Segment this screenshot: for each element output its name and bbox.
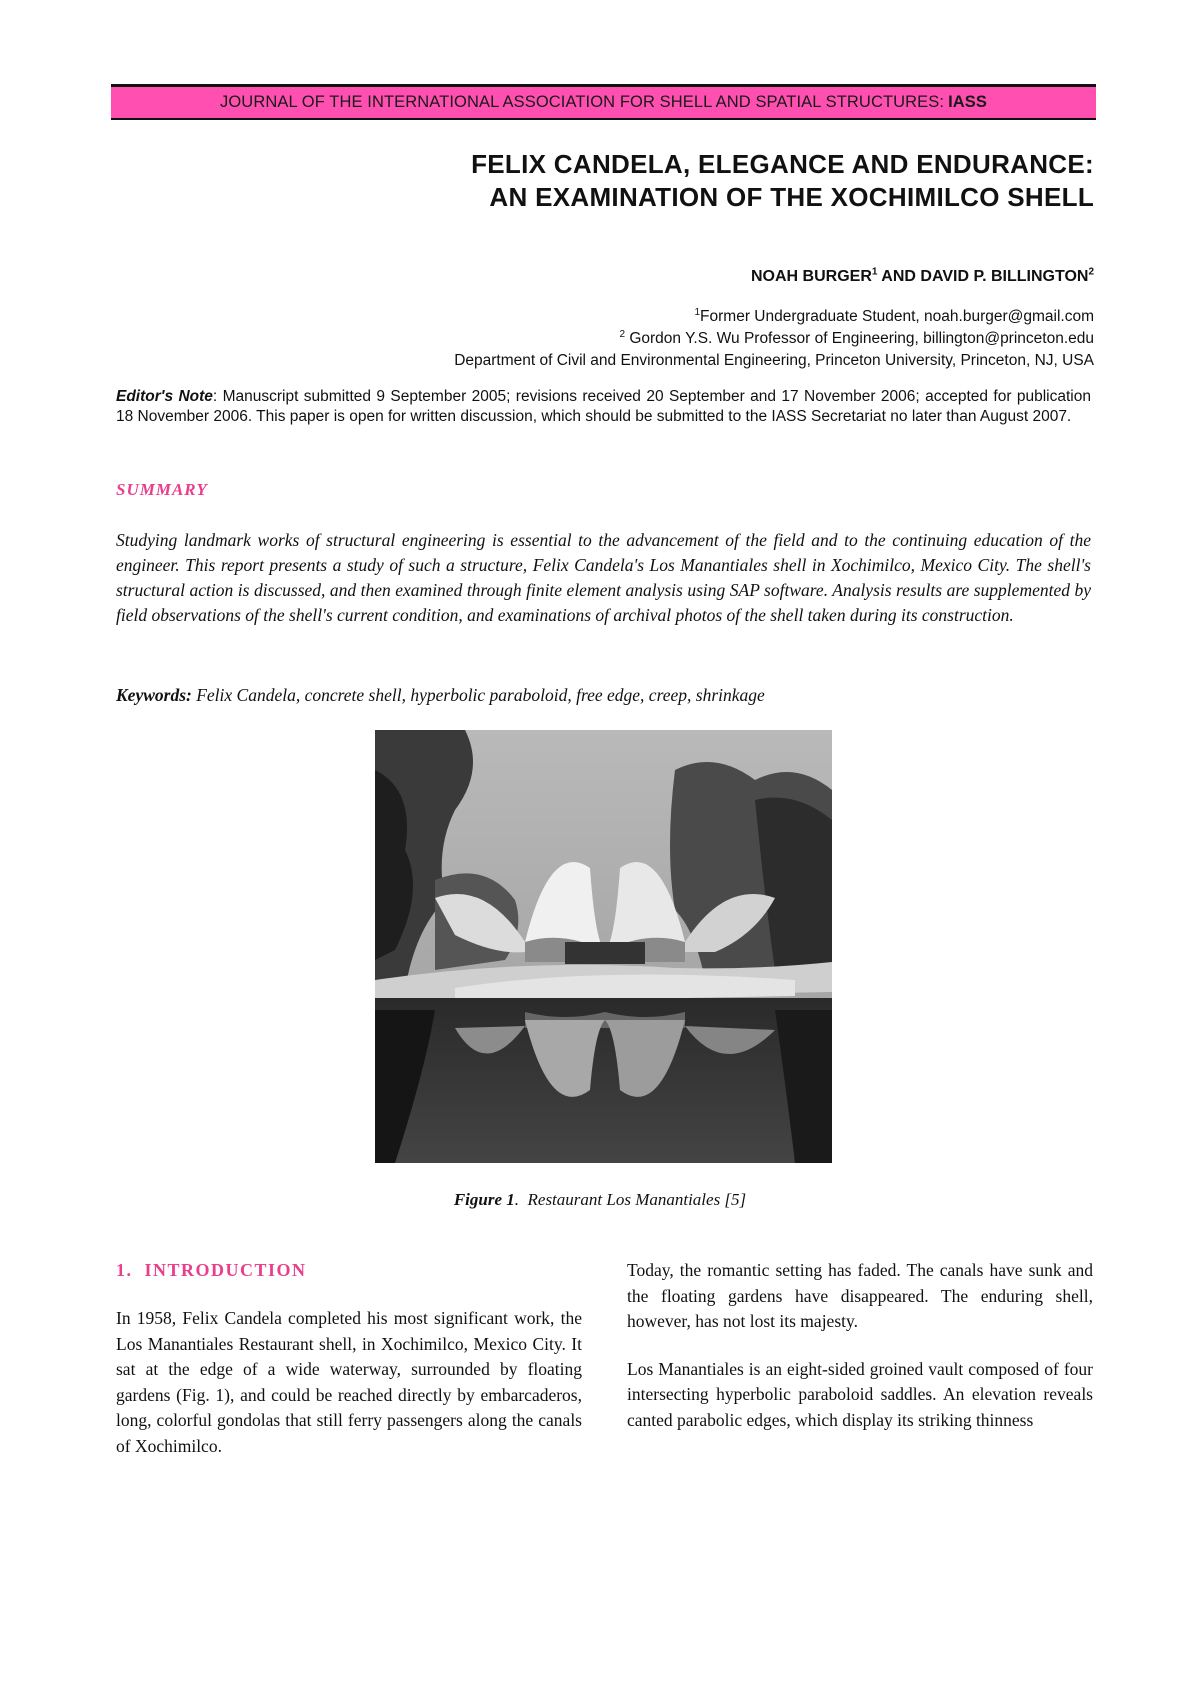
authors bbox=[751, 268, 1094, 286]
journal-banner-abbrev: IASS bbox=[948, 93, 987, 111]
affiliations bbox=[454, 306, 1094, 372]
column-right bbox=[627, 1258, 1093, 1455]
restaurant-photo-image bbox=[375, 730, 832, 1163]
author-joiner: AND bbox=[877, 268, 921, 285]
affiliation-1-text: Former Undergraduate Student, noah.burger@gmail.com bbox=[700, 308, 1094, 325]
figure-caption bbox=[0, 1190, 1200, 1210]
affiliation-department: Department of Civil and Environmental Engineering, Princeton University, Princeton, NJ, USA bbox=[454, 352, 1094, 369]
column-left bbox=[116, 1306, 582, 1481]
author-1: NOAH BURGER bbox=[751, 268, 872, 285]
author-2-mark: 2 bbox=[1088, 266, 1094, 278]
author-1-mark: 1 bbox=[871, 266, 878, 278]
journal-banner bbox=[111, 84, 1096, 120]
keywords-label: Keywords: bbox=[116, 685, 192, 705]
editors-note bbox=[116, 387, 1091, 427]
paper-title-line2: AN EXAMINATION OF THE XOCHIMILCO SHELL bbox=[489, 182, 1094, 212]
affiliation-2 bbox=[454, 328, 1094, 350]
journal-banner-text: JOURNAL OF THE INTERNATIONAL ASSOCIATION FOR SHELL AND SPATIAL STRUCTURES: bbox=[220, 93, 945, 111]
keywords-text: Felix Candela, concrete shell, hyperbolic paraboloid, free edge, creep, shrinkage bbox=[191, 685, 765, 705]
affiliation-1-mark: 1 bbox=[694, 306, 701, 318]
introduction-heading: 1. INTRODUCTION bbox=[116, 1260, 307, 1280]
affiliation-2-mark: 2 bbox=[619, 328, 626, 340]
paper-title bbox=[471, 148, 1094, 214]
author-2: DAVID P. BILLINGTON bbox=[920, 268, 1089, 285]
summary-heading: SUMMARY bbox=[116, 480, 208, 499]
restaurant-photo bbox=[375, 730, 832, 1163]
affiliation-1 bbox=[454, 306, 1094, 328]
editors-note-label: Editor's Note bbox=[116, 388, 213, 405]
introduction-paragraph-1: In 1958, Felix Candela completed his most significant work, the Los Manantiales Restaurant shell, in Xochimilco, Mexico City. It sat at the edge of a wide waterway, surrounded by floating gardens (Fig. 1), and could be reached directly by embarcaderos, long, colorful gondolas that still ferry passengers along the canals of Xochimilco. bbox=[116, 1308, 582, 1456]
editors-note-text: : Manuscript submitted 9 September 2005; revisions received 20 September and 17 November 2006; accepted for publication 18 November 2006. This paper is open for written discussion, which should be submitted to the IASS Secretariat no later than August 2007. bbox=[116, 388, 1091, 425]
introduction-paragraph-2: Today, the romantic setting has faded. The canals have sunk and the floating gardens have disappeared. The enduring shell, however, has not lost its majesty. bbox=[627, 1260, 1093, 1331]
figure-label: Figure 1 bbox=[453, 1190, 515, 1209]
figure-text: . Restaurant Los Manantiales [5] bbox=[514, 1190, 747, 1209]
paper-title-line1: FELIX CANDELA, ELEGANCE AND ENDURANCE: bbox=[471, 149, 1094, 179]
keywords bbox=[116, 685, 765, 706]
summary-text: Studying landmark works of structural engineering is essential to the advancement of the field and to the continuing education of the engineer. This report presents a study of such a structure, Felix Candela's Los Manantiales shell in Xochimilco, Mexico City. The shell's structural action is discussed, and then examined through finite element analysis using SAP software. Analysis results are supplemented by field observations of the shell's current condition, and examinations of archival photos of the shell taken during its construction. bbox=[116, 530, 1091, 625]
introduction-paragraph-3: Los Manantiales is an eight-sided groined vault composed of four intersecting hyperbolic paraboloid saddles. An elevation reveals canted parabolic edges, which display its striking thinness bbox=[627, 1358, 1093, 1430]
affiliation-2-text: Gordon Y.S. Wu Professor of Engineering, billington@princeton.edu bbox=[625, 330, 1094, 347]
